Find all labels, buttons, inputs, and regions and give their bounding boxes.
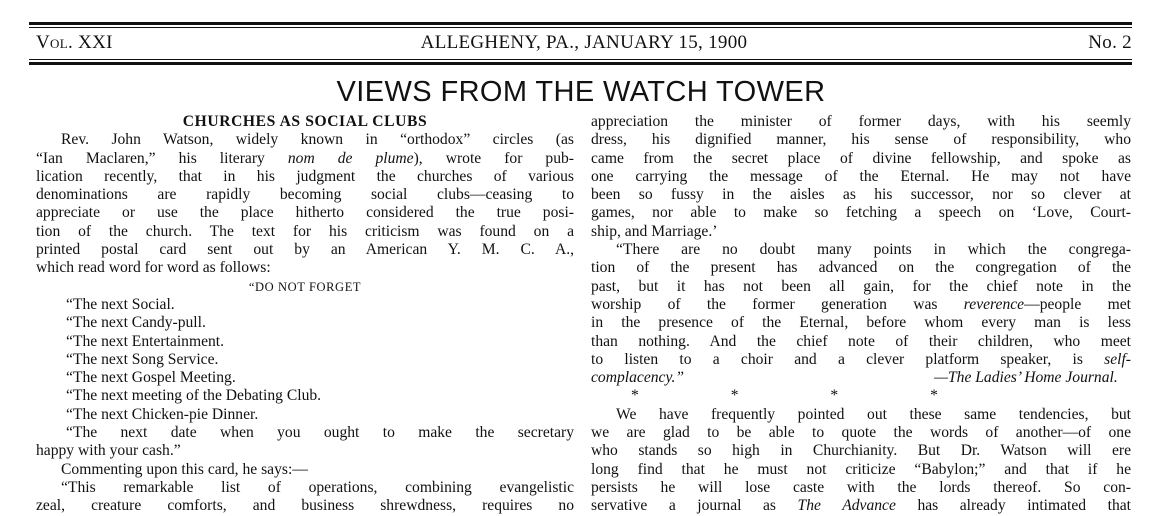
card-title: “DO NOT FORGET: [248, 279, 362, 294]
issue-number: No. 2: [1088, 32, 1132, 53]
masthead: [36, 28, 1132, 58]
text-line: persists he will lose caste with the lords thereof. So con-: [591, 478, 1131, 496]
text-line: “There are no doubt many points in which the congrega-: [616, 241, 1131, 259]
text-line: zeal, creature comforts, and business shrewdness, requires no: [36, 497, 574, 515]
card-item: “The next meeting of the Debating Club.: [66, 387, 322, 405]
text-line: came from the secret place of divine fellowship, and spoke as: [591, 149, 1131, 167]
masthead-rule-thick: [29, 62, 1132, 65]
dateline: ALLEGHENY, PA., JANUARY 15, 1900: [420, 32, 748, 53]
left-column: [36, 113, 574, 516]
text-line: we are glad to be able to quote the words of another—of one: [591, 424, 1131, 442]
text-line: than nothing. And the chief note of their children, who meet: [591, 332, 1131, 350]
text-line: ship, and Marriage.’: [591, 222, 718, 240]
text-line: “This remarkable list of operations, combining evangelistic: [61, 478, 574, 496]
text-line: Commenting upon this card, he says:—: [61, 460, 308, 478]
text-line: one carrying the message of the Eternal. He may not have: [591, 167, 1131, 185]
right-column: [591, 113, 1131, 516]
text-line: worship of the former generation was reverence—people met: [591, 295, 1131, 313]
card-item: “The next Candy-pull.: [66, 314, 206, 332]
text-line: lication recently, that in his judgment the churches of various: [36, 167, 574, 185]
text-line: denominations are rapidly becoming social clubs—ceasing to: [36, 186, 574, 204]
text-line: who stands so high in Churchianity. But Dr. Watson will ere: [591, 442, 1131, 460]
text-line: appreciate or use the place hitherto considered the true posi-: [36, 204, 574, 222]
source-citation: —The Ladies’ Home Journal.: [934, 369, 1118, 387]
text-line: to listen to a choir and a clever platform speaker, is self-: [591, 350, 1132, 368]
text-line: printed postal card sent out by an American Y. M. C. A.,: [36, 241, 574, 259]
card-item: “The next date when you ought to make the secretary: [66, 424, 574, 442]
text-line: been so fussy in the aisles as his successor, nor so clever at: [591, 186, 1131, 204]
text-line: “Ian Maclaren,” his literary nom de plume), wrote for pub-: [36, 149, 575, 167]
text-line: long find that he must not criticize “Babylon;” and that if he: [591, 460, 1131, 478]
article-subhead: CHURCHES AS SOCIAL CLUBS: [182, 113, 428, 130]
text-line: tion of the present has advanced on the congregation of the: [591, 259, 1131, 277]
text-line: happy with your cash.”: [36, 442, 181, 460]
text-line: dress, his dignified manner, his sense of responsibility, who: [591, 131, 1131, 149]
page-headline: VIEWS FROM THE WATCH TOWER: [336, 76, 826, 108]
text-line: servative a journal as The Advance has already intimated that: [591, 497, 1132, 515]
text-line: past, but it has not been all gain, for the chief note in the: [591, 277, 1131, 295]
top-rule-thick: [29, 22, 1132, 25]
section-break-stars: * * * *: [631, 387, 982, 405]
card-item: “The next Song Service.: [66, 350, 219, 368]
card-item: “The next Social.: [66, 295, 175, 313]
card-item: “The next Entertainment.: [66, 332, 225, 350]
card-item: “The next Chicken-pie Dinner.: [66, 405, 259, 423]
text-line: appreciation the minister of former days, with his seemly: [591, 113, 1131, 130]
card-item: “The next Gospel Meeting.: [66, 369, 236, 387]
text-line: tion of the church. The text for his criticism was found on a: [36, 222, 574, 240]
text-line: games, nor able to make so fetching a speech on ‘Love, Court-: [591, 204, 1131, 222]
volume-label: Vol. XXI: [36, 32, 113, 53]
masthead-rule-thin: [29, 59, 1132, 60]
text-line: which read word for word as follows:: [36, 259, 271, 277]
text-line: complacency.” —The Ladies’ Home Journal.: [591, 369, 1118, 387]
text-line: in the presence of the Eternal, before whom every man is less: [591, 314, 1131, 332]
text-line: We have frequently pointed out these same tendencies, but: [616, 405, 1131, 423]
text-line: Rev. John Watson, widely known in “orthodox” circles (as: [61, 131, 574, 149]
